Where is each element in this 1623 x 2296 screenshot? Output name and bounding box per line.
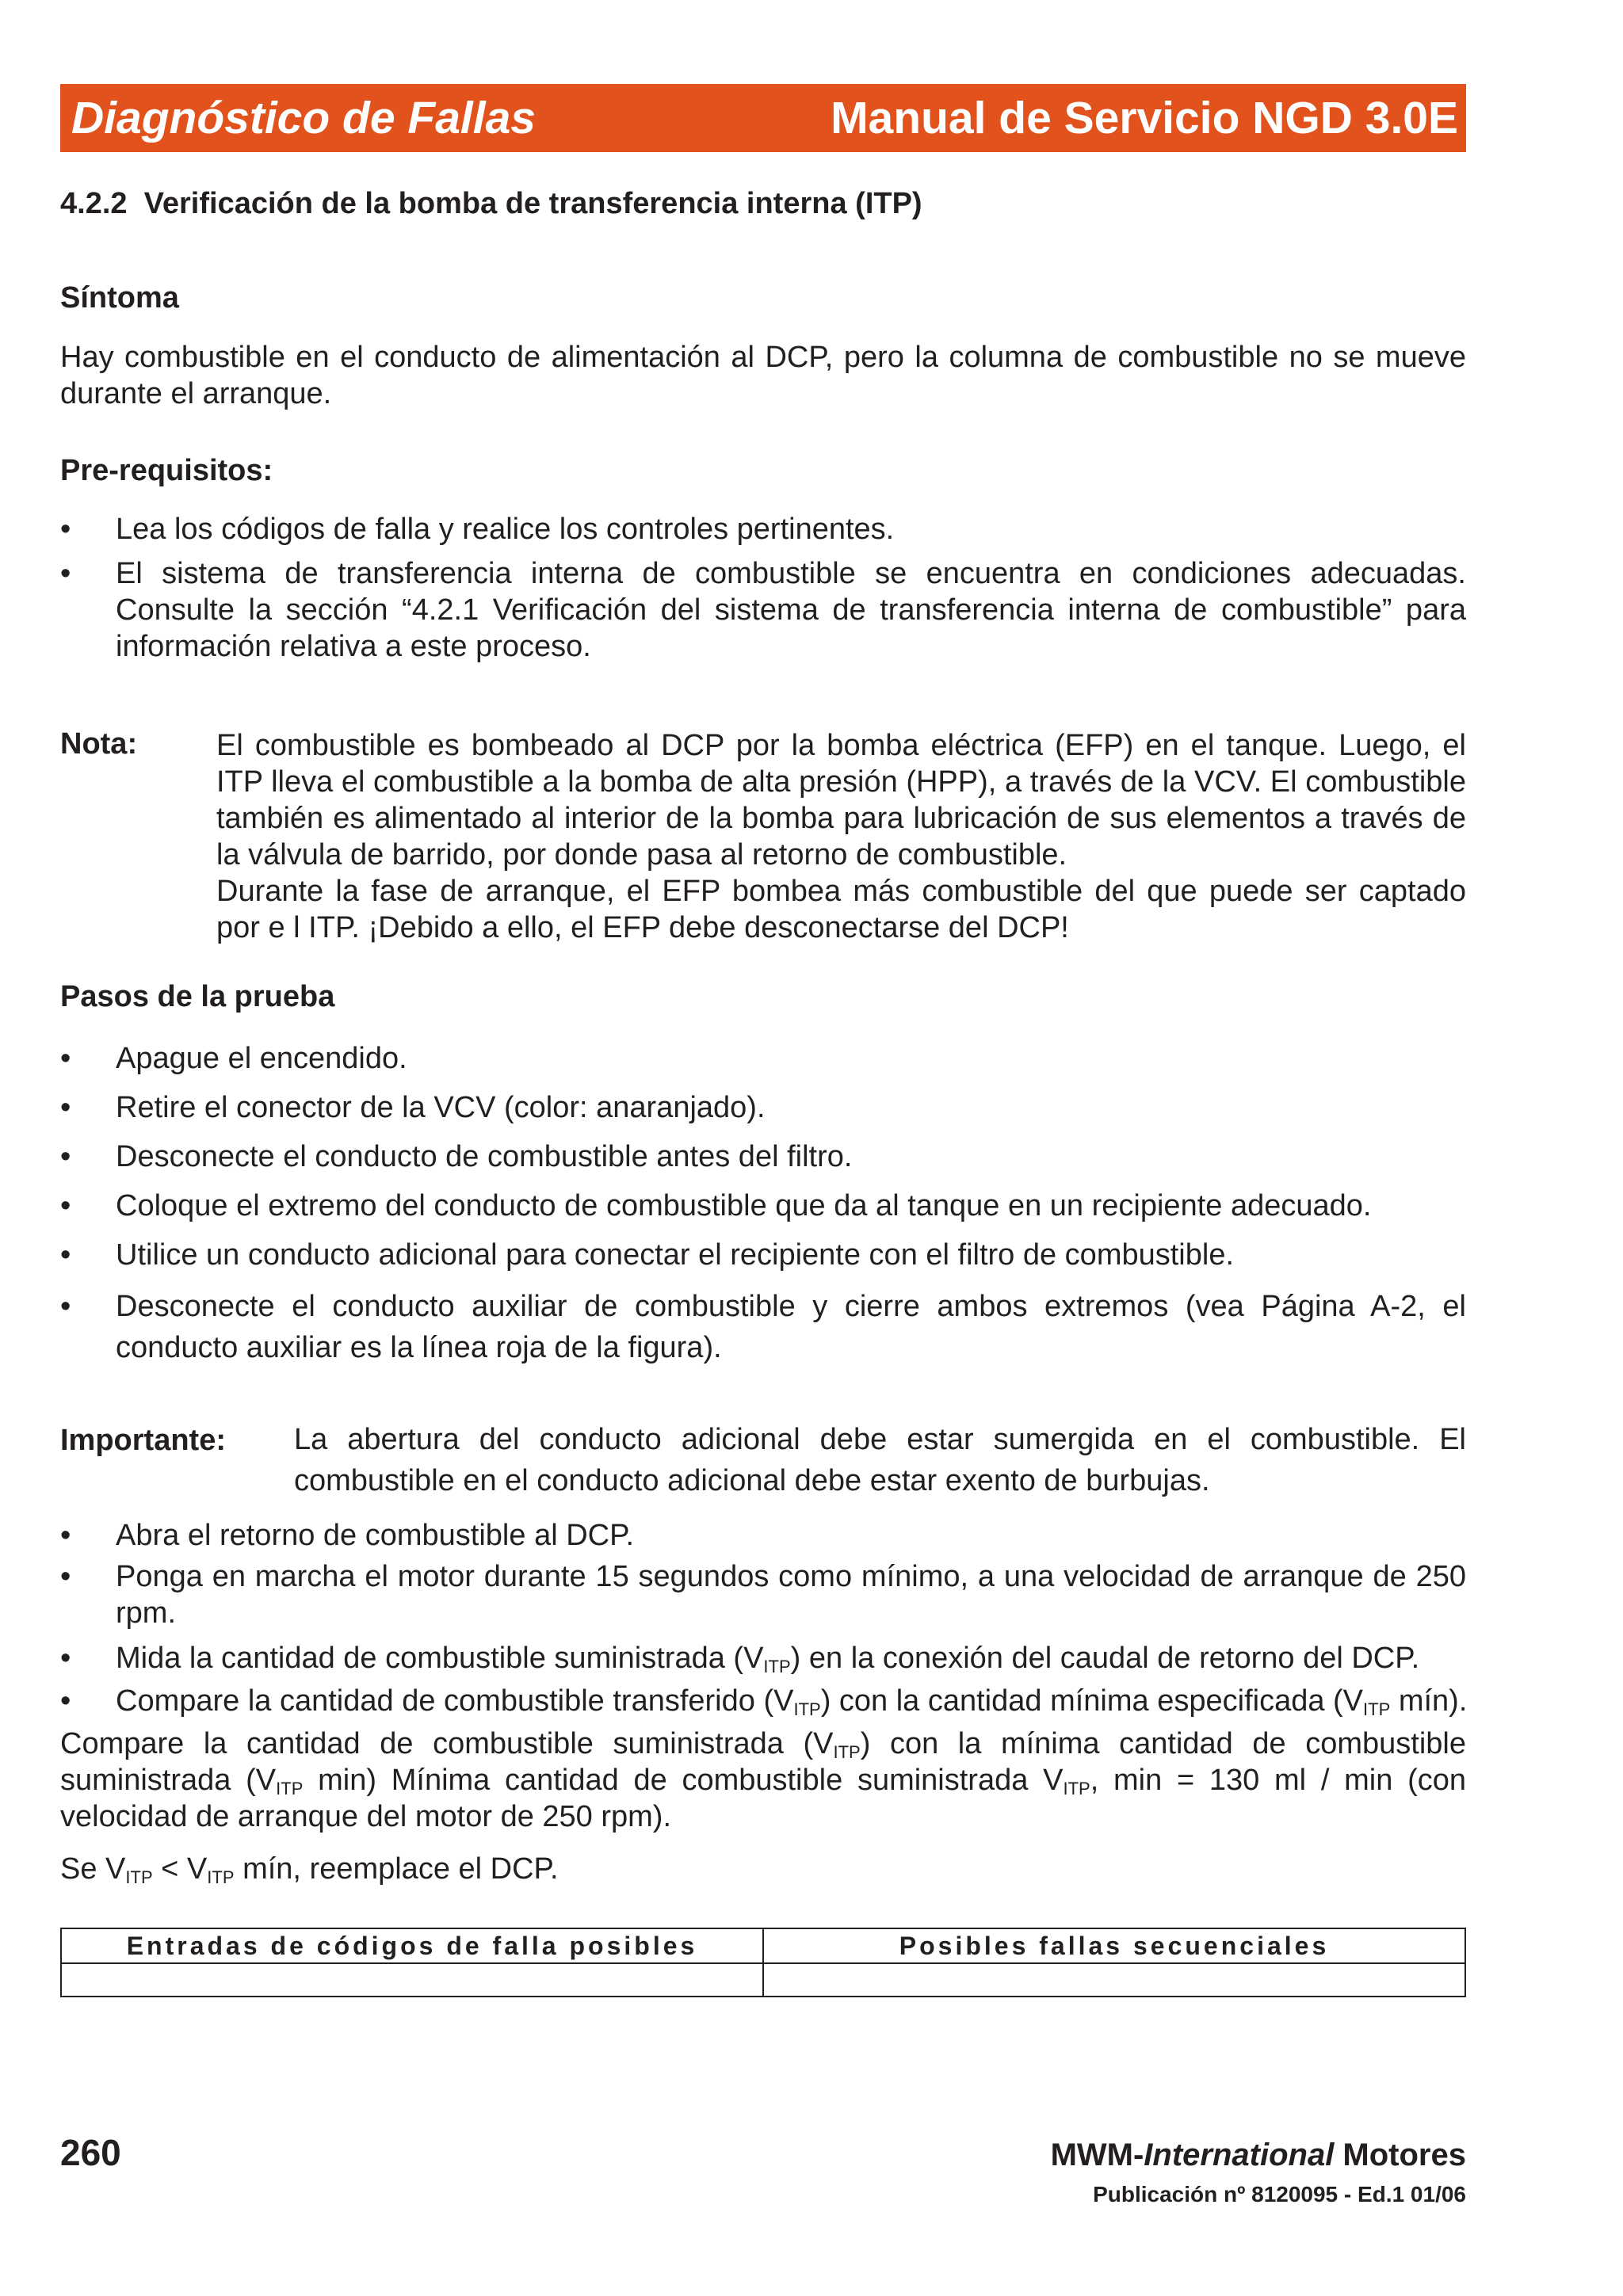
section-title: 4.2.2 Verificación de la bomba de transferencia interna (ITP) <box>60 187 922 220</box>
step-item-text: Retire el conector de la VCV (color: anaranjado). <box>116 1091 766 1124</box>
header-left-title: Diagnóstico de Fallas <box>71 93 536 143</box>
header-right-title: Manual de Servicio NGD 3.0E <box>831 93 1458 143</box>
steps-heading: Pasos de la prueba <box>60 980 335 1013</box>
bullet-icon: • <box>60 1519 71 1552</box>
important-text: La abertura del conducto adicional debe estar sumergida en el combustible. El combustible en el conducto adicional debe estar exento de burbujas. <box>294 1423 1466 1497</box>
prereq-item-text: El sistema de transferencia interna de combustible se encuentra en condiciones adecuadas. Consulte la sección “4.2.1 Verificación del sistema de transferencia interna de combustible” para información relativa a este proceso. <box>116 557 1466 663</box>
bullet-icon: • <box>60 1189 71 1222</box>
note-body <box>216 727 1466 946</box>
table-header: Posibles fallas secuenciales <box>763 1928 1465 1963</box>
step2-item-text: Mida la cantidad de combustible suministrada $(V_{ITP})$ en la conexión del caudal de retorno del DCP. <box>116 1642 1420 1676</box>
step-item-text: Desconecte el conducto de combustible antes del filtro. <box>116 1140 853 1173</box>
note-text-2: Durante la fase de arranque, el EFP bombea más combustible del que puede ser captado por e l ITP. ¡Debido a ello, el EFP debe desconectarse del DCP! <box>216 875 1466 944</box>
page-number: 260 <box>60 2132 121 2173</box>
bullet-icon: • <box>60 1560 71 1593</box>
footer-brand: MWM-International Motores <box>1050 2138 1466 2172</box>
step-item-text: Utilice un conducto adicional para conectar el recipiente con el filtro de combustible. <box>116 1238 1235 1272</box>
prereq-heading: Pre-requisitos: <box>60 454 273 487</box>
replace-paragraph: Se $V_{ITP} < V_{ITP}$ mín, reemplace el DCP. <box>60 1852 559 1887</box>
bullet-icon: • <box>60 1238 71 1272</box>
step-item-text: Desconecte el conducto auxiliar de combustible y cierre ambos extremos (vea Página A-2, el conducto auxiliar es la línea roja de la figura). <box>116 1290 1466 1364</box>
important-label: Importante: <box>60 1424 226 1457</box>
bullet-icon: • <box>60 513 71 546</box>
step2-item-text: Ponga en marcha el motor durante 15 segundos como mínimo, a una velocidad de arranque de 250 rpm. <box>116 1560 1466 1630</box>
bullet-icon: • <box>60 1642 71 1675</box>
symptom-text: Hay combustible en el conducto de alimentación al DCP, pero la columna de combustible no se mueve durante el arranque. <box>60 341 1466 410</box>
note-text: El combustible es bombeado al DCP por la bomba eléctrica (EFP) en el tanque. Luego, el ITP lleva el combustible a la bomba de alta presión (HPP), a través de la VCV. El combustible también es alimentado al interior de la bomba para lubricación de sus elementos a través de la válvula de barrido, por donde pasa al retorno de combustible. <box>216 729 1466 871</box>
step2-item-text: Abra el retorno de combustible al DCP. <box>116 1519 635 1552</box>
prereq-item-text: Lea los códigos de falla y realice los controles pertinentes. <box>116 513 895 546</box>
table-cell <box>61 1963 763 1997</box>
table-row <box>61 1963 1465 1997</box>
fault-codes-table <box>60 1928 1466 1997</box>
bullet-icon: • <box>60 1042 71 1075</box>
bullet-icon: • <box>60 557 71 590</box>
footer-publication: Publicación nº 8120095 - Ed.1 01/06 <box>1093 2182 1466 2206</box>
step2-item-text: Compare la cantidad de combustible transferido $(V_{ITP})$ con la cantidad mínima especificada ($V_{ITP}$ mín). <box>116 1684 1468 1719</box>
bullet-icon: • <box>60 1684 71 1718</box>
bullet-icon: • <box>60 1140 71 1173</box>
bullet-icon: • <box>60 1091 71 1124</box>
table-header: Entradas de códigos de falla posibles <box>61 1928 763 1963</box>
step-item-text: Coloque el extremo del conducto de combustible que da al tanque en un recipiente adecuado. <box>116 1189 1372 1222</box>
step-item-text: Apague el encendido. <box>116 1042 407 1075</box>
note-label: Nota: <box>60 727 138 761</box>
table-cell <box>763 1963 1465 1997</box>
header-banner <box>60 84 1466 152</box>
compare-paragraph: Compare la cantidad de combustible suministrada $(V_{ITP})$ con la mínima cantidad de combustible suministrada ($V_{ITP}$ min) Mínima cantidad de combustible suministrada $V_{ITP}$, min = 130 ml / min (con velocidad de arranque del motor de 250 rpm). <box>60 1727 1466 1833</box>
symptom-heading: Síntoma <box>60 281 179 315</box>
bullet-icon: • <box>60 1290 71 1323</box>
